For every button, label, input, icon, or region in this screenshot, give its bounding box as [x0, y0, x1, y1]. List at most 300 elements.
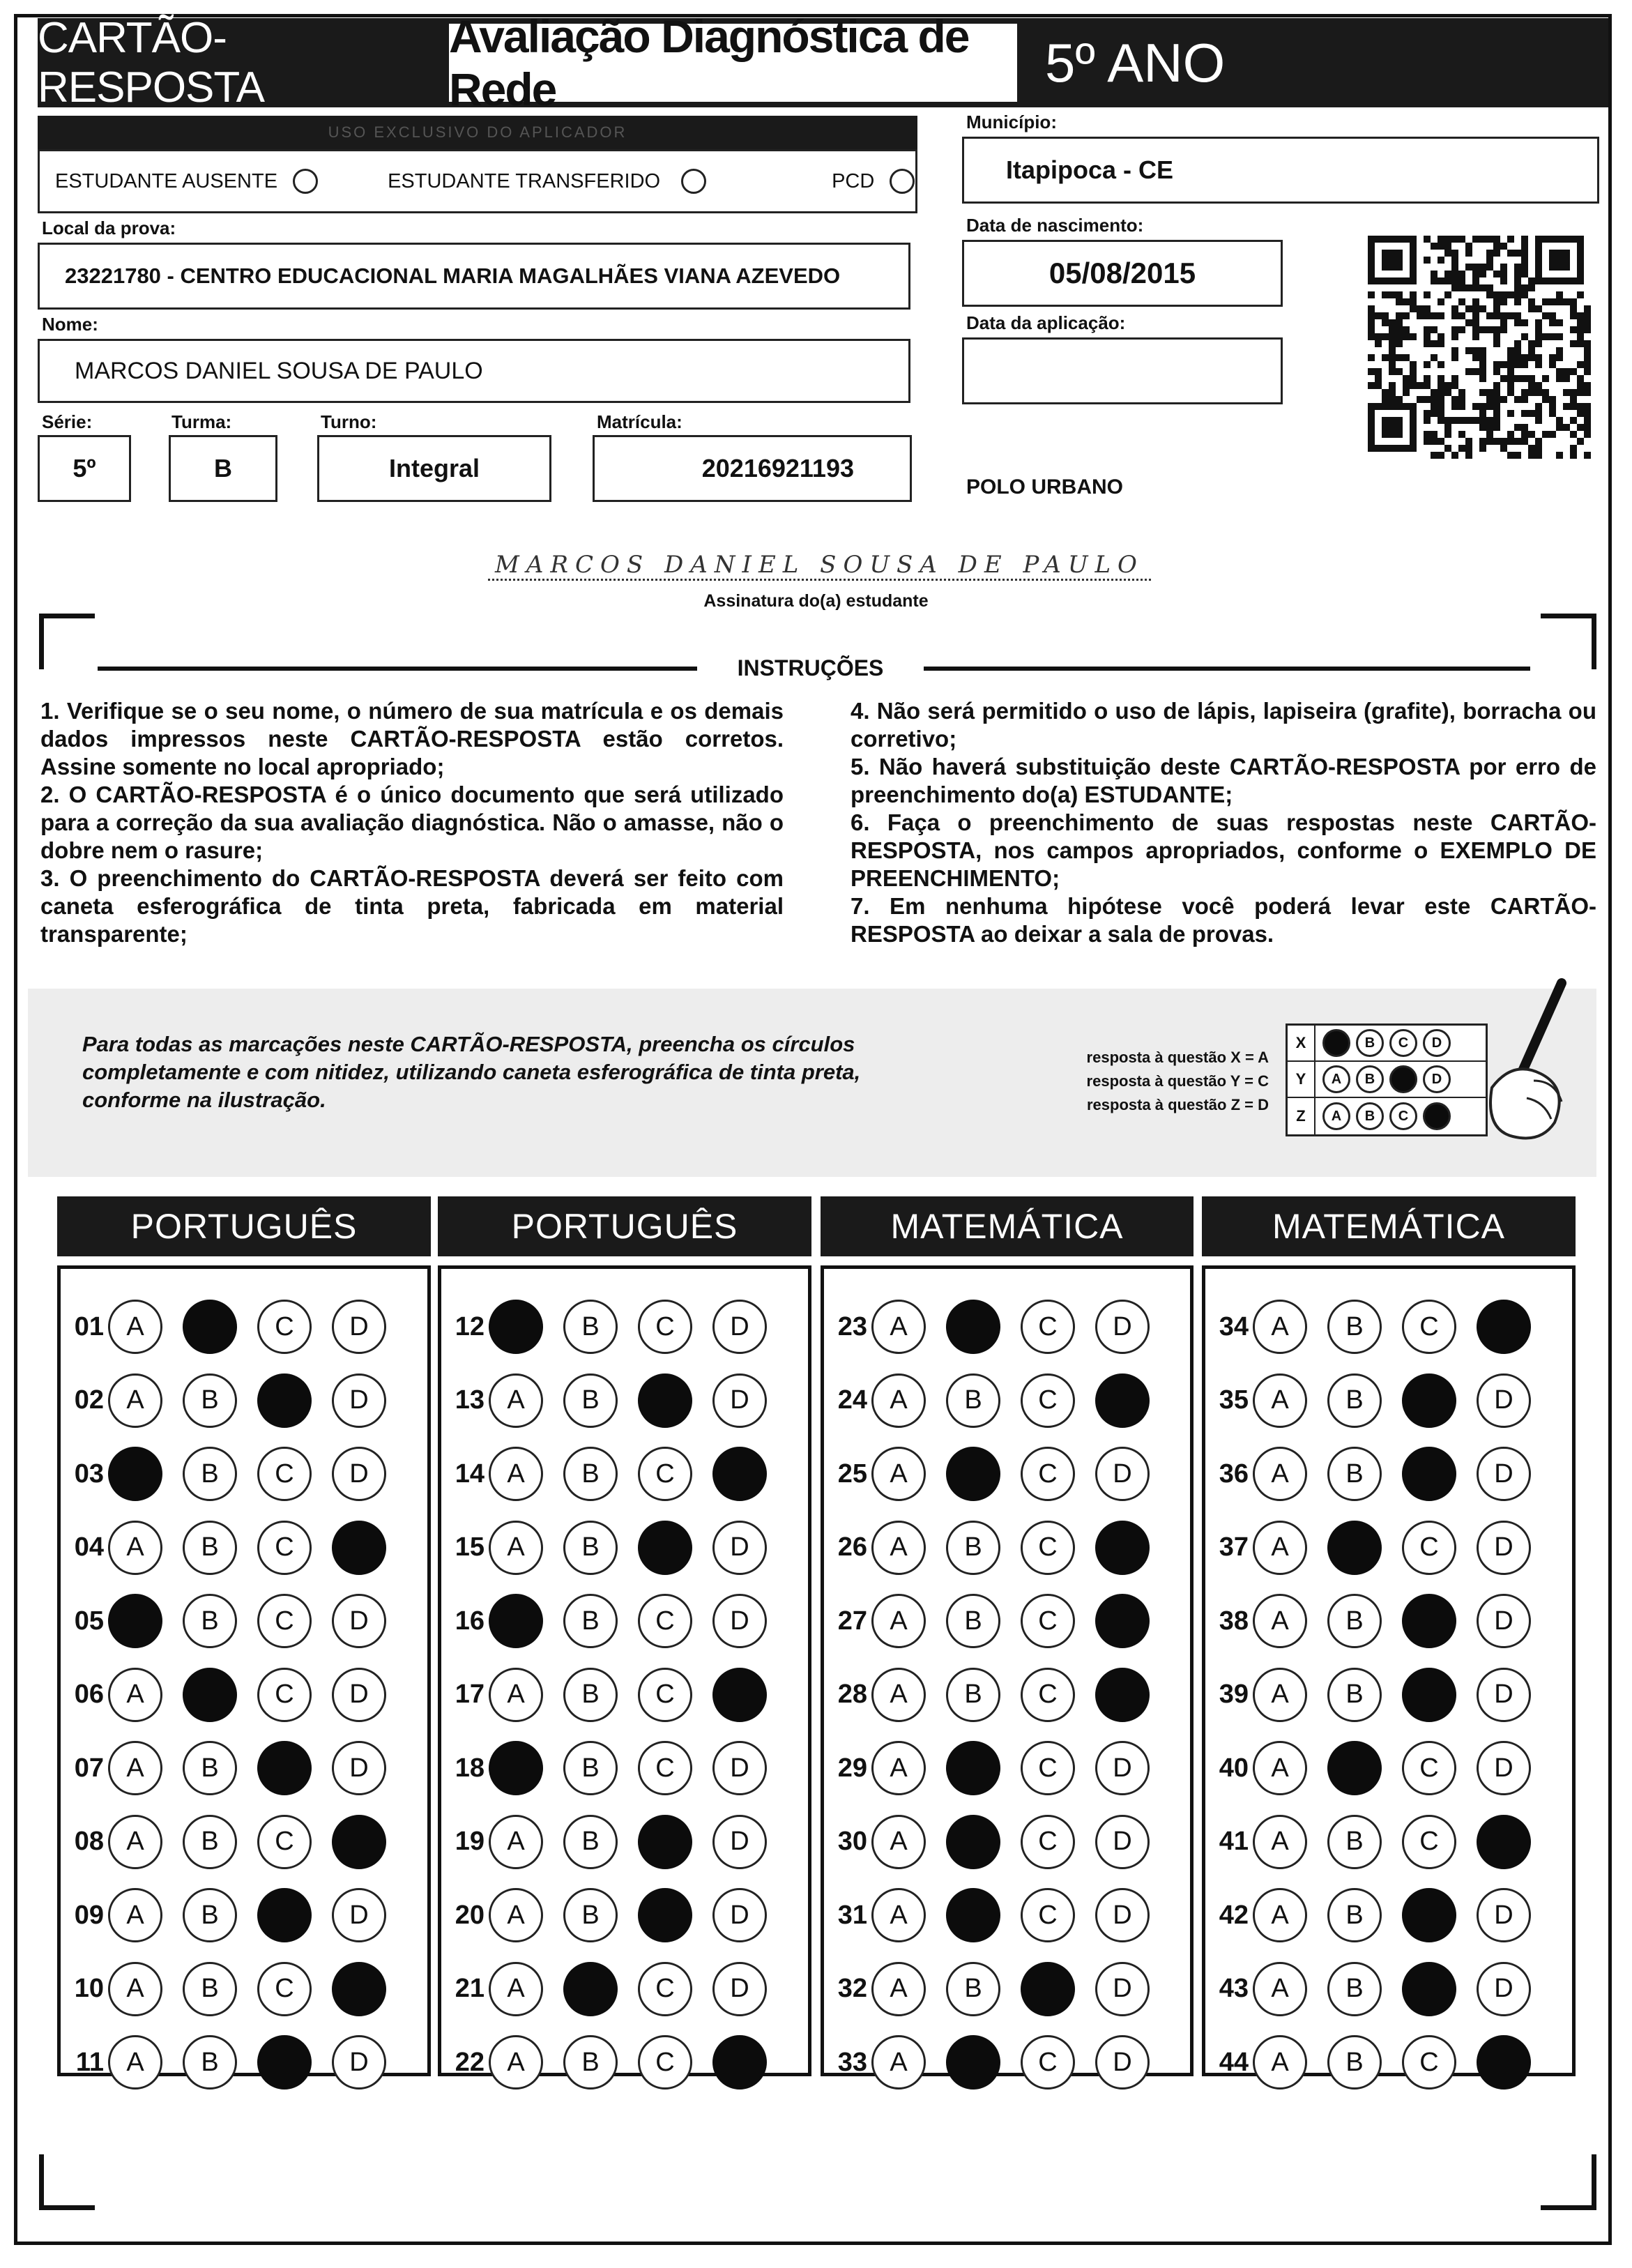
uso-exclusivo-title: USO EXCLUSIVO DO APLICADOR [38, 116, 917, 149]
instruction-5: 5. Não haverá substituição deste CARTÃO-RESPOSTA por erro de preenchimento do(a) ESTUDANTE; [851, 754, 1596, 807]
answer-bubble-c[interactable]: C [1021, 1594, 1075, 1648]
example-bubble-c [1389, 1065, 1417, 1093]
answer-bubble-b[interactable]: B [1327, 1815, 1382, 1869]
answer-bubble-c[interactable] [1402, 1888, 1456, 1942]
answer-bubble-b[interactable] [946, 1447, 1000, 1501]
answer-bubble-d[interactable]: D [712, 1741, 767, 1795]
answer-bubble-a[interactable]: A [489, 1962, 543, 2016]
answer-bubble-b[interactable]: B [183, 2035, 237, 2090]
answer-row [824, 1811, 1170, 1873]
municipio-label: Município: [966, 112, 1057, 132]
example-bubble-d: D [1423, 1065, 1451, 1093]
answer-bubble-a[interactable]: A [1253, 1741, 1307, 1795]
answer-row [824, 1884, 1170, 1947]
nome-label: Nome: [42, 314, 98, 335]
example-row [1288, 1098, 1486, 1134]
answer-bubble-d[interactable]: D [712, 1815, 767, 1869]
answer-bubble-b[interactable]: B [1327, 1447, 1382, 1501]
instruction-7: 7. Em nenhuma hipótese você poderá levar este CARTÃO-RESPOSTA ao deixar a sala de provas. [851, 893, 1596, 947]
answer-row [441, 1295, 787, 1358]
question-number: 15 [455, 1532, 485, 1562]
answer-bubble-b[interactable]: B [946, 1668, 1000, 1722]
question-number: 36 [1219, 1459, 1249, 1489]
answer-bubble-c[interactable]: C [1402, 1815, 1456, 1869]
answer-bubble-c[interactable]: C [1402, 1741, 1456, 1795]
answer-row [61, 1443, 406, 1505]
instr-rule-right [924, 667, 1530, 671]
answer-bubble-c[interactable]: C [1021, 1815, 1075, 1869]
answer-bubble-c[interactable]: C [1021, 1888, 1075, 1942]
answer-bubble-c[interactable]: C [638, 1962, 692, 2016]
answer-bubble-d[interactable] [1477, 1300, 1531, 1354]
answer-bubble-d[interactable]: D [332, 1888, 386, 1942]
answer-bubble-a[interactable] [489, 1594, 543, 1648]
answer-row [824, 1295, 1170, 1358]
answer-bubble-b[interactable]: B [946, 1594, 1000, 1648]
answer-bubble-a[interactable]: A [871, 1888, 926, 1942]
qr-code [1368, 236, 1591, 459]
question-number: 02 [74, 1385, 104, 1415]
nascimento-field: 05/08/2015 [962, 240, 1283, 307]
answer-bubble-c[interactable]: C [257, 1447, 312, 1501]
answer-bubble-d[interactable]: D [1477, 1888, 1531, 1942]
answer-row [1205, 1737, 1551, 1799]
answer-bubble-b[interactable]: B [946, 1962, 1000, 2016]
answer-bubble-d[interactable] [712, 1447, 767, 1501]
serie-field: 5º [38, 435, 131, 502]
answer-bubble-a[interactable]: A [871, 1447, 926, 1501]
question-number: 16 [455, 1606, 485, 1636]
question-number: 14 [455, 1459, 485, 1489]
answer-row [1205, 1590, 1551, 1652]
answer-bubble-c[interactable]: C [257, 1594, 312, 1648]
answer-bubble-b[interactable]: B [183, 1373, 237, 1428]
answer-bubble-a[interactable]: A [871, 1300, 926, 1354]
answer-column-4 [1202, 1265, 1576, 2076]
subject-header-1: PORTUGUÊS [57, 1196, 431, 1256]
answer-bubble-a[interactable]: A [489, 1815, 543, 1869]
answer-bubble-d[interactable]: D [712, 1888, 767, 1942]
answer-bubble-c[interactable] [1402, 1447, 1456, 1501]
answer-bubble-d[interactable]: D [1095, 1815, 1150, 1869]
card-label: CARTÃO-RESPOSTA [38, 18, 449, 107]
answer-bubble-a[interactable]: A [108, 1741, 162, 1795]
answer-bubble-a[interactable]: A [108, 1373, 162, 1428]
instructions-right [851, 697, 1596, 948]
answer-bubble-a[interactable]: A [871, 1815, 926, 1869]
answer-bubble-d[interactable]: D [332, 1300, 386, 1354]
question-number: 10 [74, 1974, 104, 2003]
answer-bubble-a[interactable]: A [108, 1300, 162, 1354]
answer-bubble-b[interactable]: B [563, 1373, 618, 1428]
answer-bubble-c[interactable]: C [1021, 1741, 1075, 1795]
answer-bubble-d[interactable]: D [1095, 1741, 1150, 1795]
answer-bubble-d[interactable] [332, 1815, 386, 1869]
answer-bubble-a[interactable]: A [1253, 1300, 1307, 1354]
answer-bubble-a[interactable]: A [489, 1373, 543, 1428]
pcd-label: PCD [832, 169, 875, 192]
answer-row [61, 1369, 406, 1432]
answer-bubble-b[interactable] [946, 2035, 1000, 2090]
answer-bubble-d[interactable]: D [332, 2035, 386, 2090]
answer-bubble-d[interactable]: D [332, 1741, 386, 1795]
instruction-6: 6. Faça o preenchimento de suas respostas neste CARTÃO-RESPOSTA, nos campos apropriados, conforme o EXEMPLO DE PREENCHIMENTO; [851, 809, 1596, 891]
answer-bubble-b[interactable] [946, 1888, 1000, 1942]
example-bubble-a [1322, 1029, 1350, 1057]
answer-bubble-d[interactable] [712, 2035, 767, 2090]
answer-bubble-d[interactable]: D [332, 1668, 386, 1722]
question-number: 40 [1219, 1753, 1249, 1783]
answer-bubble-b[interactable]: B [183, 1815, 237, 1869]
answer-bubble-d[interactable]: D [332, 1594, 386, 1648]
answer-bubble-d[interactable]: D [712, 1373, 767, 1428]
answer-bubble-b[interactable] [946, 1815, 1000, 1869]
answer-bubble-d[interactable] [712, 1668, 767, 1722]
answer-bubble-d[interactable]: D [332, 1447, 386, 1501]
answer-bubble-c[interactable]: C [638, 2035, 692, 2090]
answer-bubble-c[interactable] [638, 1888, 692, 1942]
answer-bubble-d[interactable]: D [712, 1962, 767, 2016]
answer-column-3 [821, 1265, 1194, 2076]
question-number: 29 [837, 1753, 867, 1783]
answer-bubble-c[interactable]: C [1402, 1521, 1456, 1575]
instr-rule-left [98, 667, 697, 671]
answer-bubble-b[interactable]: B [183, 1888, 237, 1942]
subject-header-4: MATEMÁTICA [1202, 1196, 1576, 1256]
question-number: 38 [1219, 1606, 1249, 1636]
answer-bubble-b[interactable] [946, 1300, 1000, 1354]
answer-bubble-b[interactable] [1327, 1521, 1382, 1575]
example-grid [1286, 1023, 1488, 1136]
answer-bubble-a[interactable]: A [1253, 1447, 1307, 1501]
answer-bubble-a[interactable]: A [1253, 1521, 1307, 1575]
answer-bubble-a[interactable]: A [1253, 1668, 1307, 1722]
answer-bubble-b[interactable] [946, 1741, 1000, 1795]
instructions-left [40, 697, 784, 948]
answer-bubble-d[interactable]: D [332, 1373, 386, 1428]
question-number: 18 [455, 1753, 485, 1783]
answer-bubble-b[interactable]: B [946, 1521, 1000, 1575]
answer-bubble-a[interactable]: A [871, 2035, 926, 2090]
answer-row [441, 1737, 787, 1799]
answer-bubble-d[interactable] [332, 1521, 386, 1575]
example-legend-z: resposta à questão Z = D [1086, 1096, 1269, 1113]
answer-row [1205, 1516, 1551, 1579]
answer-bubble-c[interactable]: C [1021, 1668, 1075, 1722]
answer-bubble-c[interactable] [1021, 1962, 1075, 2016]
answer-bubble-d[interactable]: D [712, 1521, 767, 1575]
answer-bubble-c[interactable] [257, 1741, 312, 1795]
answer-bubble-b[interactable] [183, 1668, 237, 1722]
answer-bubble-d[interactable] [1095, 1668, 1150, 1722]
ausente-label: ESTUDANTE AUSENTE [55, 169, 278, 192]
answer-bubble-c[interactable]: C [1402, 1300, 1456, 1354]
answer-row [61, 1958, 406, 2020]
example-legend-x: resposta à questão X = A [1086, 1049, 1269, 1066]
answer-bubble-b[interactable] [183, 1300, 237, 1354]
example-bubble-c: C [1389, 1102, 1417, 1130]
answer-row [1205, 1884, 1551, 1947]
answer-row [1205, 1443, 1551, 1505]
answer-row [1205, 1664, 1551, 1726]
answer-bubble-a[interactable]: A [1253, 1594, 1307, 1648]
answer-bubble-d[interactable] [1095, 1594, 1150, 1648]
municipio-field: Itapipoca - CE [962, 137, 1599, 204]
answer-bubble-c[interactable] [638, 1373, 692, 1428]
answer-bubble-d[interactable] [332, 1962, 386, 2016]
example-bubble-c: C [1389, 1029, 1417, 1057]
question-number: 35 [1219, 1385, 1249, 1415]
answer-bubble-c[interactable]: C [1021, 1300, 1075, 1354]
answer-row [824, 1737, 1170, 1799]
answer-bubble-d[interactable]: D [1477, 1521, 1531, 1575]
transferido-bubble[interactable] [681, 169, 706, 194]
answer-bubble-c[interactable]: C [638, 1447, 692, 1501]
answer-bubble-a[interactable]: A [871, 1594, 926, 1648]
answer-bubble-d[interactable]: D [1095, 1300, 1150, 1354]
answer-bubble-a[interactable]: A [108, 1888, 162, 1942]
local-label: Local da prova: [42, 218, 176, 238]
example-bubble-b: B [1356, 1065, 1384, 1093]
question-number: 27 [837, 1606, 867, 1636]
question-number: 22 [455, 2047, 485, 2077]
answer-bubble-b[interactable]: B [1327, 1594, 1382, 1648]
example-row [1288, 1062, 1486, 1098]
pcd-bubble[interactable] [890, 169, 915, 194]
turma-label: Turma: [171, 411, 232, 432]
subject-header-2: PORTUGUÊS [438, 1196, 811, 1256]
question-number: 43 [1219, 1974, 1249, 2003]
answer-bubble-c[interactable] [638, 1815, 692, 1869]
answer-bubble-d[interactable]: D [1095, 1962, 1150, 2016]
corner-mark-tr [1541, 614, 1596, 669]
answer-bubble-b[interactable]: B [183, 1741, 237, 1795]
answer-bubble-c[interactable]: C [1021, 2035, 1075, 2090]
polo-label: POLO URBANO [966, 475, 1123, 498]
answer-bubble-b[interactable]: B [563, 1815, 618, 1869]
answer-bubble-d[interactable]: D [1477, 1962, 1531, 2016]
answer-row [824, 2031, 1170, 2094]
answer-bubble-d[interactable]: D [1477, 1447, 1531, 1501]
answer-bubble-b[interactable]: B [1327, 1668, 1382, 1722]
answer-row [824, 1443, 1170, 1505]
instructions-title: INSTRUÇÕES [737, 655, 884, 680]
answer-bubble-c[interactable]: C [257, 1521, 312, 1575]
answer-bubble-d[interactable]: D [1477, 1668, 1531, 1722]
answer-bubble-c[interactable] [1402, 1594, 1456, 1648]
question-number: 04 [74, 1532, 104, 1562]
question-number: 24 [837, 1385, 867, 1415]
question-number: 09 [74, 1900, 104, 1930]
ausente-bubble[interactable] [293, 169, 318, 194]
answer-bubble-a[interactable] [108, 1447, 162, 1501]
answer-row [441, 2031, 787, 2094]
answer-bubble-b[interactable]: B [1327, 1373, 1382, 1428]
transferido-label: ESTUDANTE TRANSFERIDO [388, 169, 661, 192]
matricula-field: 20216921193 [593, 435, 912, 502]
example-legend [976, 1046, 1269, 1117]
answer-bubble-b[interactable]: B [183, 1521, 237, 1575]
answer-bubble-d[interactable]: D [1095, 2035, 1150, 2090]
answer-bubble-a[interactable]: A [489, 2035, 543, 2090]
answer-bubble-a[interactable]: A [489, 1521, 543, 1575]
answer-bubble-d[interactable]: D [1477, 1741, 1531, 1795]
question-number: 31 [837, 1900, 867, 1930]
answer-bubble-a[interactable] [489, 1741, 543, 1795]
answer-row [824, 1516, 1170, 1579]
answer-bubble-c[interactable] [1402, 1668, 1456, 1722]
answer-bubble-c[interactable] [257, 1888, 312, 1942]
answer-bubble-a[interactable]: A [871, 1373, 926, 1428]
answer-bubble-b[interactable]: B [1327, 1962, 1382, 2016]
answer-bubble-a[interactable]: A [108, 1668, 162, 1722]
answer-bubble-a[interactable] [489, 1300, 543, 1354]
question-number: 25 [837, 1459, 867, 1489]
answer-bubble-a[interactable]: A [1253, 1888, 1307, 1942]
answer-bubble-b[interactable]: B [563, 1521, 618, 1575]
answer-bubble-b[interactable]: B [1327, 1300, 1382, 1354]
answer-bubble-c[interactable]: C [1021, 1373, 1075, 1428]
answer-bubble-a[interactable]: A [1253, 1815, 1307, 1869]
answer-bubble-b[interactable]: B [563, 1741, 618, 1795]
answer-row [61, 1516, 406, 1579]
answer-bubble-c[interactable]: C [1021, 1447, 1075, 1501]
answer-bubble-a[interactable]: A [108, 1815, 162, 1869]
answer-bubble-c[interactable] [257, 1373, 312, 1428]
answer-row [441, 1590, 787, 1652]
answer-bubble-d[interactable]: D [712, 1594, 767, 1648]
example-row-label: Z [1288, 1098, 1315, 1134]
answer-bubble-a[interactable]: A [489, 1888, 543, 1942]
example-row-label: X [1288, 1026, 1315, 1060]
question-number: 20 [455, 1900, 485, 1930]
answer-bubble-b[interactable]: B [563, 1300, 618, 1354]
answer-bubble-a[interactable]: A [871, 1741, 926, 1795]
answer-bubble-a[interactable]: A [108, 2035, 162, 2090]
question-number: 41 [1219, 1827, 1249, 1856]
answer-row [1205, 1811, 1551, 1873]
corner-mark-br [1541, 2154, 1596, 2210]
answer-bubble-d[interactable]: D [1095, 1888, 1150, 1942]
answer-row [61, 1737, 406, 1799]
answer-bubble-d[interactable]: D [712, 1300, 767, 1354]
aplicacao-field [962, 337, 1283, 404]
answer-bubble-b[interactable]: B [563, 1668, 618, 1722]
answer-bubble-b[interactable]: B [563, 1447, 618, 1501]
answer-bubble-d[interactable] [1095, 1373, 1150, 1428]
answer-bubble-a[interactable]: A [489, 1668, 543, 1722]
turma-field: B [169, 435, 277, 502]
answer-row [441, 1443, 787, 1505]
answer-row [61, 1884, 406, 1947]
answer-bubble-c[interactable] [257, 2035, 312, 2090]
answer-bubble-b[interactable]: B [563, 1594, 618, 1648]
local-field: 23221780 - CENTRO EDUCACIONAL MARIA MAGALHÃES VIANA AZEVEDO [38, 243, 910, 310]
nome-field: MARCOS DANIEL SOUSA DE PAULO [38, 339, 910, 403]
answer-bubble-a[interactable] [108, 1594, 162, 1648]
answer-bubble-b[interactable]: B [183, 1447, 237, 1501]
answer-bubble-b[interactable]: B [946, 1373, 1000, 1428]
example-row [1288, 1026, 1486, 1062]
answer-bubble-d[interactable] [1477, 2035, 1531, 2090]
question-number: 06 [74, 1680, 104, 1709]
answer-bubble-b[interactable] [1327, 1741, 1382, 1795]
question-number: 37 [1219, 1532, 1249, 1562]
answer-bubble-d[interactable] [1095, 1521, 1150, 1575]
example-bubble-a: A [1322, 1102, 1350, 1130]
question-number: 42 [1219, 1900, 1249, 1930]
question-number: 32 [837, 1974, 867, 2003]
answer-bubble-c[interactable] [1402, 1962, 1456, 2016]
answer-bubble-c[interactable]: C [638, 1741, 692, 1795]
uso-exclusivo-box [38, 149, 917, 213]
signature-label: Assinatura do(a) estudante [703, 591, 929, 611]
answer-bubble-b[interactable]: B [1327, 1888, 1382, 1942]
answer-bubble-b[interactable]: B [563, 2035, 618, 2090]
answer-bubble-c[interactable]: C [638, 1300, 692, 1354]
question-number: 19 [455, 1827, 485, 1856]
answer-bubble-b[interactable]: B [563, 1888, 618, 1942]
answer-bubble-a[interactable]: A [1253, 1373, 1307, 1428]
answer-bubble-d[interactable]: D [1477, 1594, 1531, 1648]
answer-bubble-b[interactable]: B [183, 1594, 237, 1648]
answer-bubble-c[interactable]: C [1402, 2035, 1456, 2090]
answer-bubble-c[interactable]: C [257, 1815, 312, 1869]
answer-bubble-d[interactable] [1477, 1815, 1531, 1869]
answer-bubble-a[interactable]: A [108, 1521, 162, 1575]
example-bubble-a: A [1322, 1065, 1350, 1093]
answer-bubble-c[interactable]: C [1021, 1521, 1075, 1575]
matricula-label: Matrícula: [597, 411, 682, 432]
answer-bubble-b[interactable]: B [1327, 2035, 1382, 2090]
question-number: 44 [1219, 2047, 1249, 2077]
question-number: 28 [837, 1680, 867, 1709]
answer-row [824, 1590, 1170, 1652]
question-number: 13 [455, 1385, 485, 1415]
answer-bubble-a[interactable]: A [871, 1521, 926, 1575]
answer-bubble-a[interactable]: A [1253, 2035, 1307, 2090]
question-number: 07 [74, 1753, 104, 1783]
answer-bubble-a[interactable]: A [871, 1962, 926, 2016]
answer-bubble-a[interactable]: A [1253, 1962, 1307, 2016]
answer-bubble-b[interactable]: B [183, 1962, 237, 2016]
answer-row [61, 2031, 406, 2094]
answer-bubble-b[interactable] [563, 1962, 618, 2016]
answer-bubble-a[interactable]: A [108, 1962, 162, 2016]
answer-bubble-c[interactable] [1402, 1373, 1456, 1428]
example-bubble-d [1423, 1102, 1451, 1130]
signature-handwritten: MARCOS DANIEL SOUSA DE PAULO [488, 551, 1151, 581]
instruction-3: 3. O preenchimento do CARTÃO-RESPOSTA deverá ser feito com caneta esferográfica de tinta preta, fabricada em material transparente; [40, 865, 784, 947]
grade-label: 5º ANO [1017, 18, 1608, 107]
answer-bubble-c[interactable]: C [638, 1668, 692, 1722]
turno-field: Integral [317, 435, 551, 502]
answer-bubble-d[interactable]: D [1477, 1373, 1531, 1428]
answer-bubble-c[interactable]: C [638, 1594, 692, 1648]
answer-row [824, 1958, 1170, 2020]
answer-bubble-c[interactable]: C [257, 1668, 312, 1722]
example-bubble-b: B [1356, 1102, 1384, 1130]
answer-bubble-a[interactable]: A [489, 1447, 543, 1501]
answer-bubble-c[interactable]: C [257, 1962, 312, 2016]
answer-bubble-a[interactable]: A [871, 1668, 926, 1722]
corner-mark-tl [39, 614, 95, 669]
answer-bubble-c[interactable] [638, 1521, 692, 1575]
answer-bubble-d[interactable]: D [1095, 1447, 1150, 1501]
answer-bubble-c[interactable]: C [257, 1300, 312, 1354]
nascimento-label: Data de nascimento: [966, 215, 1144, 236]
instruction-1: 1. Verifique se o seu nome, o número de sua matrícula e os demais dados impressos neste CARTÃO-RESPOSTA estão corretos. Assine somente no local apropriado; [40, 698, 784, 779]
